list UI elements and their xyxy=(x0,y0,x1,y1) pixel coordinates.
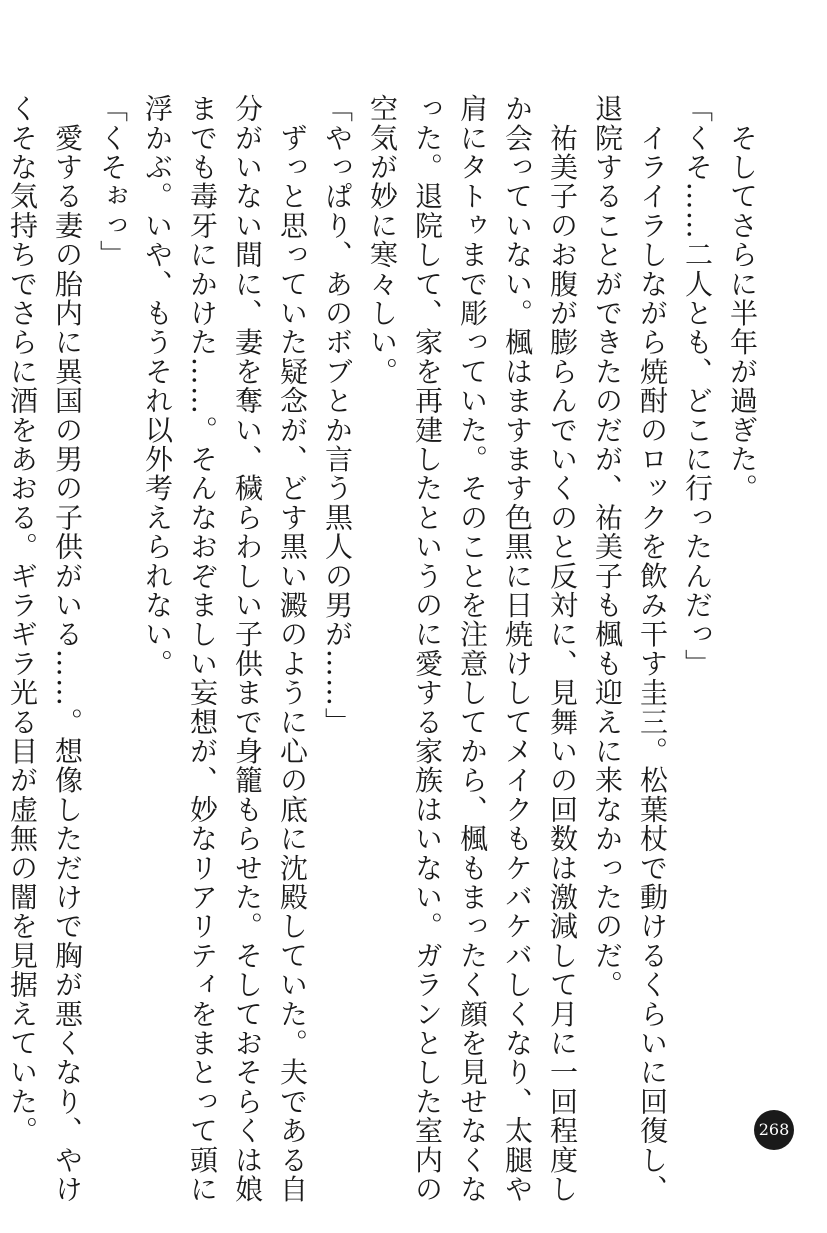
text-line: か会っていない。楓はますます色黒に日焼けしてメイクもケバケバしくなり、太腿や xyxy=(501,94,534,1204)
page-number-badge: 268 xyxy=(754,1110,794,1150)
text-line: 祐美子のお腹が膨らんでいくのと反対に、見舞いの回数は激減して月に一回程度し xyxy=(546,94,579,1204)
text-line: 「くそ……二人とも、どこに行ったんだっ」 xyxy=(681,94,714,678)
text-line: 愛する妻の胎内に異国の男の子供がいる……。想像しただけで胸が悪くなり、やけ xyxy=(51,94,84,1204)
text-line: までも毒牙にかけた……。そんなおぞましい妄想が、妙なリアリティをまとって頭に xyxy=(186,94,219,1204)
text-line: くそな気持ちでさらに酒をあおる。ギラギラ光る目が虚無の闇を見据えていた。 xyxy=(6,94,39,1146)
text-line: そしてさらに半年が過ぎた。 xyxy=(726,94,759,503)
text-line: った。退院して、家を再建したというのに愛する家族はいない。ガランとした室内の xyxy=(411,94,444,1204)
text-line: 「くそぉっ」 xyxy=(96,94,129,270)
text-line: 「やっぱり、あのボブとか言う黒人の男が……」 xyxy=(321,94,354,737)
text-line: 浮かぶ。いや、もうそれ以外考えられない。 xyxy=(141,94,174,678)
text-line: 空気が妙に寒々しい。 xyxy=(366,94,399,386)
text-line: ずっと思っていた疑念が、どす黒い澱のように心の底に沈殿していた。夫である自 xyxy=(276,94,309,1204)
text-line: 退院することができたのだが、祐美子も楓も迎えに来なかったのだ。 xyxy=(591,94,624,1000)
vertical-body-text xyxy=(6,94,765,1204)
text-line: 分がいない間に、妻を奪い、穢らわしい子供まで身籠もらせた。そしておそらくは娘 xyxy=(231,94,264,1204)
text-line: イライラしながら焼酎のロックを飲み干す圭三。松葉杖で動けるくらいに回復し、 xyxy=(636,94,669,1204)
text-line: 肩にタトゥまで彫っていた。そのことを注意してから、楓もまったく顔を見せなくな xyxy=(456,94,489,1204)
